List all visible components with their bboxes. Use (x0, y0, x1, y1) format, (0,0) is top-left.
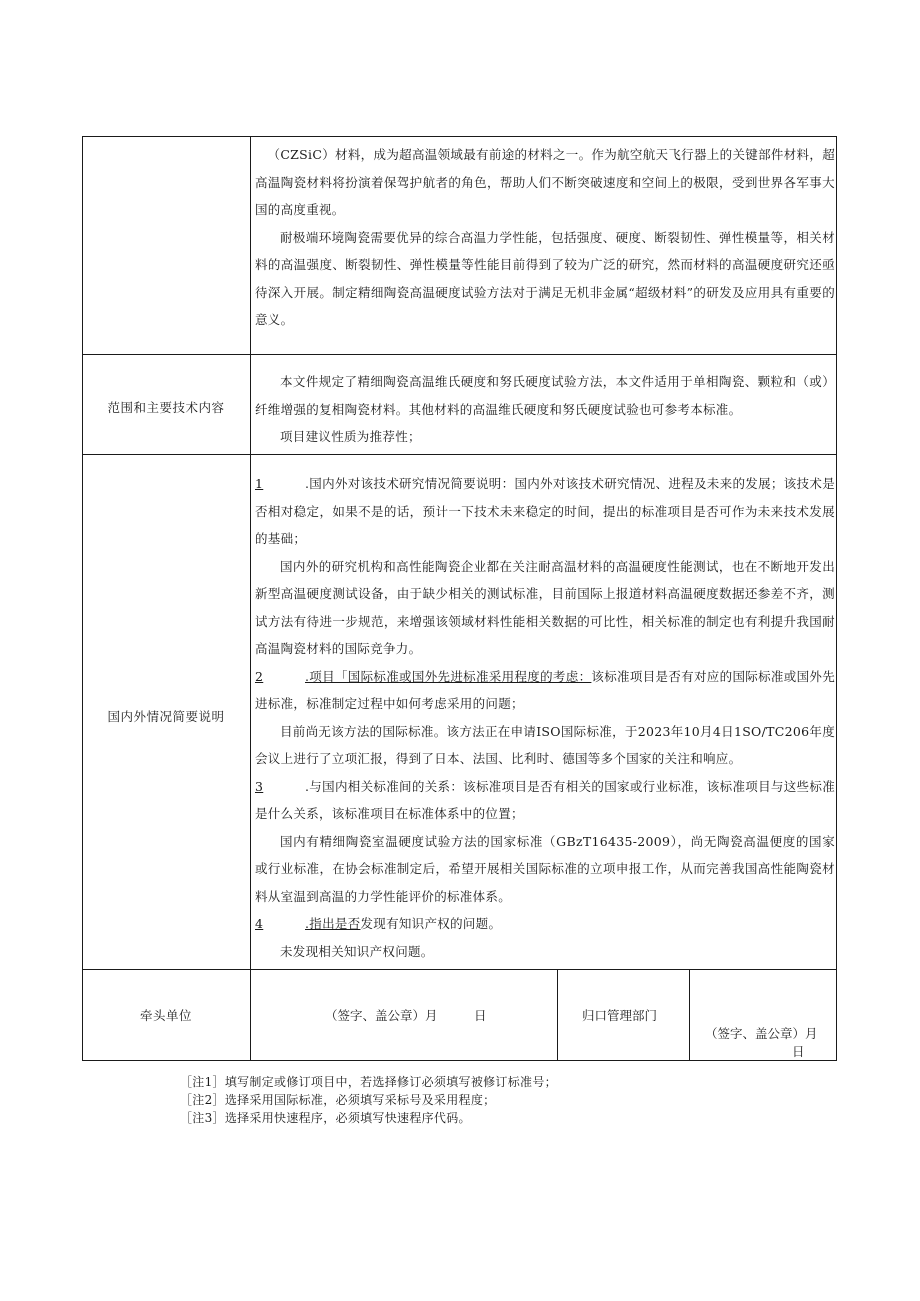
item-1-body: 国内外的研究机构和高性能陶瓷企业都在关注耐高温材料的高温硬度性能测试，也在不断地开发出新型高温硬度测试设备，由于缺少相关的测试标准，目前国际上报道材料高温硬度数据还参差不齐，测试方法有待进一步规范，来增强该领域材料性能相关数据的可比性，相关标准的制定也有利提升我国耐高温陶瓷材料的国际竞争力。 (255, 558, 835, 656)
item-1-text: .国内外对该技术研究情况简要说明：国内外对该技术研究情况、进程及未来的发展；该技术是否相对稳定，如果不是的话，预计一下技术未来稳定的时间，提出的标准项目是否可作为未来技术发展的基础； (255, 476, 835, 546)
lead-unit-day: 日 (474, 1008, 487, 1023)
item-3-body: 国内有精细陶瓷室温硬度试验方法的国家标准（GBzT16435-2009），尚无陶瓷高温便度的国家或行业标准，在协会标准制定后，希望开展相关国际标准的立项申报工作，从而完善我国高性能陶瓷材料从室温到高温的力学性能评价的标准体系。 (255, 833, 835, 904)
scope-paragraph-1: 本文件规定了精细陶瓷高温维氏硬度和努氏硬度试验方法，本文件适用于单相陶瓷、颗粒和（或）纤维增强的复相陶瓷材料。其他材料的高温维氏硬度和努氏硬度试验也可参考本标准。 (255, 374, 835, 417)
item-3-text: .与国内相关标准间的关系：该标准项目是否有相关的国家或行业标准，该标准项目与这些标准是什么关系，该标准项目在标准体系中的位置； (255, 778, 835, 821)
table-border-bottom (82, 1060, 837, 1061)
situation-section (255, 470, 835, 965)
item-3-heading (255, 773, 835, 828)
item-2-text: 该标准项目是否有对应的国际标准或国外先进标准，标准制定过程中如何考虑采用的问题； (255, 668, 836, 711)
background-paragraph-1: （CZSiC）材料，成为超高温领域最有前途的材料之一。作为航空航天飞行器上的关键部件材料，超高温陶瓷材料将扮演着保驾护航者的角色，帮助人们不断突破速度和空间上的极限，受到世界各军事大国的高度重视。 (255, 147, 835, 217)
label-column-divider (250, 136, 251, 1061)
item-2-heading (255, 663, 835, 718)
table-border-right (836, 136, 837, 1061)
background-section (255, 141, 835, 334)
footnote-3: ［注3］选择采用快速程序，必须填写快速程序代码。 (180, 1111, 471, 1125)
scope-section (255, 368, 835, 451)
management-dept-signature: （签字、盖公章）月 (705, 1026, 818, 1041)
management-dept-day: 日 (792, 1044, 805, 1059)
table-border-left (82, 136, 83, 1061)
item-2-number: 2 (255, 668, 264, 684)
sign-divider-2 (689, 969, 690, 1061)
lead-unit-signature: （签字、盖公章）月 (325, 1008, 438, 1023)
footnote-2: ［注2］选择采用国际标准，必须填写采标号及采用程度； (180, 1093, 496, 1107)
row-divider-2 (82, 454, 837, 455)
item-1-number: 1 (255, 476, 264, 491)
situation-label: 国内外情况简要说明 (107, 709, 225, 724)
management-dept-label: 归口管理部门 (582, 1008, 658, 1023)
lead-unit-label: 牵头单位 (139, 1008, 192, 1023)
table-border-top (82, 136, 837, 137)
item-4-number: 4 (255, 916, 264, 931)
footnote-1: ［注1］填写制定或修订项目中，若选择修订必须填写被修订标准号； (180, 1075, 557, 1089)
scope-paragraph-2: 项目建议性质为推荐性； (280, 429, 421, 444)
item-4-underlined-text: .指出是否 (305, 916, 361, 931)
sign-divider-1 (557, 969, 558, 1061)
proposal-table (82, 136, 837, 1061)
scope-label: 范围和主要技术内容 (107, 400, 225, 415)
row-divider-1 (82, 354, 837, 355)
item-1-heading (255, 470, 835, 553)
item-4-text: 发现有知识产权的问题。 (360, 916, 502, 931)
item-2-body: 目前尚无该方法的国际标准。该方法正在申请ISO国际标准，于2023年10月4日1SO/TC206年度会议上进行了立项汇报，得到了日本、法国、比利时、德国等多个国家的关注和响应。 (255, 723, 835, 766)
row-divider-3 (82, 969, 837, 970)
item-4-heading (255, 910, 835, 938)
footnotes (180, 1073, 557, 1127)
item-4-body: 未发现相关知识产权问题。 (280, 943, 434, 959)
background-paragraph-2: 耐极端环境陶瓷需要优异的综合高温力学性能，包括强度、硬度、断裂韧性、弹性模量等，相关材料的高温强度、断裂韧性、弹性模量等性能目前得到了较为广泛的研究，然而材料的高温硬度研究还亟待深入开展。制定精细陶瓷高温硬度试验方法对于满足无机非金属“超级材料”的研发及应用具有重要的意义。 (255, 229, 835, 327)
item-3-number: 3 (255, 778, 264, 794)
item-2-underlined-text: .项目「国际标准或国外先进标准采用程度的考虑： (305, 668, 592, 684)
